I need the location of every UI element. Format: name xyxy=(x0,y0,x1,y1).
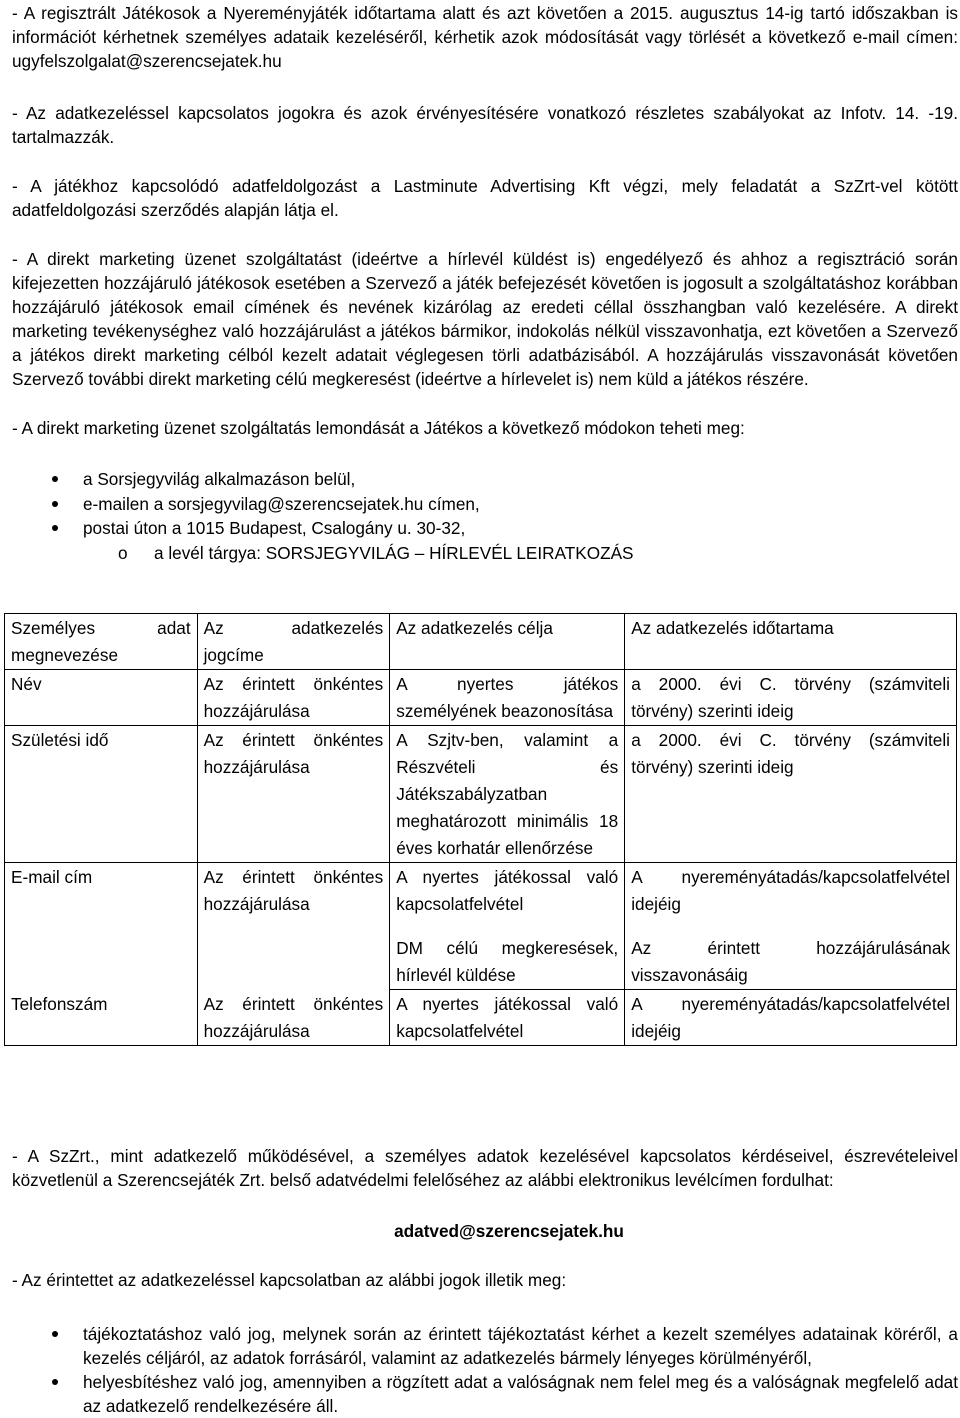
table-header-cell: Az adatkezelés célja xyxy=(390,614,625,670)
table-cell: Az érintett önkéntes hozzájárulása xyxy=(197,990,390,1046)
list-item xyxy=(12,516,958,541)
table-cell: Az érintett önkéntes hozzájárulása xyxy=(197,670,390,726)
list-item-text: helyesbítéshez való jog, amennyiben a rögzített adat a valóságnak nem felel meg és a valóságnak megfelelő adat az adatkezelő rendelkezésére áll. xyxy=(83,1372,958,1416)
bullet-icon xyxy=(52,476,58,482)
table-cell: Az érintett önkéntes hozzájárulása xyxy=(197,726,390,863)
table-cell: Név xyxy=(5,670,198,726)
table-row xyxy=(5,670,957,726)
list-item-text: a Sorsjegyvilág alkalmazáson belül, xyxy=(83,469,356,489)
table-cell xyxy=(197,934,390,990)
list-item-text: postai úton a 1015 Budapest, Csalogány u. 30-32, xyxy=(83,518,466,538)
list-item xyxy=(12,1322,958,1370)
table-row xyxy=(5,990,957,1046)
data-handling-table xyxy=(4,613,957,1046)
table-row xyxy=(5,863,957,935)
table-cell: Telefonszám xyxy=(5,990,198,1046)
paragraph-contact: - A SzZrt., mint adatkezelő működésével, a személyes adatok kezelésével kapcsolatos kérdéseivel, észrevételeivel közvetlenül a Szerencsejáték Zrt. belső adatvédelmi felelőséhez az alábbi elektronikus levélcímen fordulhat: xyxy=(12,1146,958,1190)
table-cell: A nyertes játékos személyének beazonosítása xyxy=(390,670,625,726)
paragraph-unsubscribe-intro: - A direkt marketing üzenet szolgáltatás lemondását a Játékos a következő módokon teheti meg: xyxy=(12,418,745,438)
list-item xyxy=(12,1370,958,1418)
unsubscribe-list xyxy=(12,467,958,565)
list-item xyxy=(12,467,958,492)
table-row xyxy=(5,934,957,990)
table-cell: E-mail cím xyxy=(5,863,198,935)
paragraph-rights-intro: - Az érintettet az adatkezeléssel kapcsolatban az alábbi jogok illetik meg: xyxy=(12,1270,567,1290)
bullet-icon xyxy=(52,1379,58,1385)
bullet-icon xyxy=(52,1331,58,1337)
table-cell: Az érintett önkéntes hozzájárulása xyxy=(197,863,390,935)
table-cell: A nyertes játékossal való kapcsolatfelvétel xyxy=(390,863,625,935)
table-cell: a 2000. évi C. törvény (számviteli törvény) szerinti ideig xyxy=(625,726,957,863)
contact-email-link[interactable]: adatved@szerencsejatek.hu xyxy=(394,1221,624,1241)
table-header-cell: Az adatkezelés jogcíme xyxy=(197,614,390,670)
table-cell: A nyereményátadás/kapcsolatfelvétel idejéig xyxy=(625,863,957,935)
table-cell: a 2000. évi C. törvény (számviteli törvény) szerinti ideig xyxy=(625,670,957,726)
table-row xyxy=(5,726,957,863)
table-cell: A Szjtv-ben, valamint a Részvételi és Játékszabályzatban meghatározott minimális 18 éves korhatár ellenőrzése xyxy=(390,726,625,863)
table-header-cell: Az adatkezelés időtartama xyxy=(625,614,957,670)
paragraph-data-processor: - A játékhoz kapcsolódó adatfeldolgozást a Lastminute Advertising Kft végzi, mely feladatát a SzZrt-vel kötött adatfeldolgozási szerződés alapján látja el. xyxy=(12,176,958,220)
list-item-text: tájékoztatáshoz való jog, melynek során az érintett tájékoztatást kérhet a kezelt személyes adatainak köréről, a kezelés céljáról, az adatok forrásáról, valamint az adatkezelés bármely lényeges körülményéről, xyxy=(83,1324,958,1368)
table-cell: DM célú megkeresések, hírlevél küldése xyxy=(390,934,625,990)
paragraph-direct-marketing: - A direkt marketing üzenet szolgáltatást (ideértve a hírlevél küldést is) engedélyező és ahhoz a regisztráció során kifejezetten hozzájáruló játékosok esetében a Szervező a játék befejezését követően is jogosult a szolgáltatáshoz korábban hozzájáruló játékosok email címének és nevének kizárólag az eredeti céllal összhangban való kezelésére. A direkt marketing tevékenységhez való hozzájárulást a játékos bármikor, indokolás nélkül visszavonhatja, ezt követően a Szervező a játékos direkt marketing célból kezelt adatait véglegesen törli adatbázisából. A hozzájárulás visszavonását követően Szervező további direkt marketing célú megkeresést (ideértve a hírlevelet is) nem küld a játékos részére. xyxy=(12,249,958,389)
sub-list-item xyxy=(12,541,958,565)
sub-list-item-text: a levél tárgya: SORSJEGYVILÁG – HÍRLEVÉL LEIRATKOZÁS xyxy=(154,542,634,563)
table-cell: Az érintett hozzájárulásának visszavonásáig xyxy=(625,934,957,990)
table-cell: A nyertes játékossal való kapcsolatfelvétel xyxy=(390,990,625,1046)
rights-list xyxy=(12,1322,958,1418)
table-header-row xyxy=(5,614,957,670)
table-cell: A nyereményátadás/kapcsolatfelvétel idejéig xyxy=(625,990,957,1046)
bullet-icon xyxy=(52,501,58,507)
table-cell xyxy=(5,934,198,990)
list-item xyxy=(12,492,958,517)
list-item-text: e-mailen a sorsjegyvilag@szerencsejatek.hu címen, xyxy=(83,493,480,514)
paragraph-rights-rules: - Az adatkezeléssel kapcsolatos jogokra és azok érvényesítésére vonatkozó részletes szabályokat az Infotv. 14. -19. tartalmazzák. xyxy=(12,103,958,147)
table-cell: Születési idő xyxy=(5,726,198,863)
sub-bullet-marker: o xyxy=(118,542,128,563)
bullet-icon xyxy=(52,525,58,531)
paragraph-data-request: - A regisztrált Játékosok a Nyereményjáték időtartama alatt és azt követően a 2015. augusztus 14-ig tartó időszakban is információt kérhetnek személyes adataik kezeléséről, kérhetik azok módosítását vagy törlését a következő e-mail címen: ugyfelszolgalat@szerencsejatek.hu xyxy=(12,3,958,71)
table-header-cell: Személyes adat megnevezése xyxy=(5,614,198,670)
